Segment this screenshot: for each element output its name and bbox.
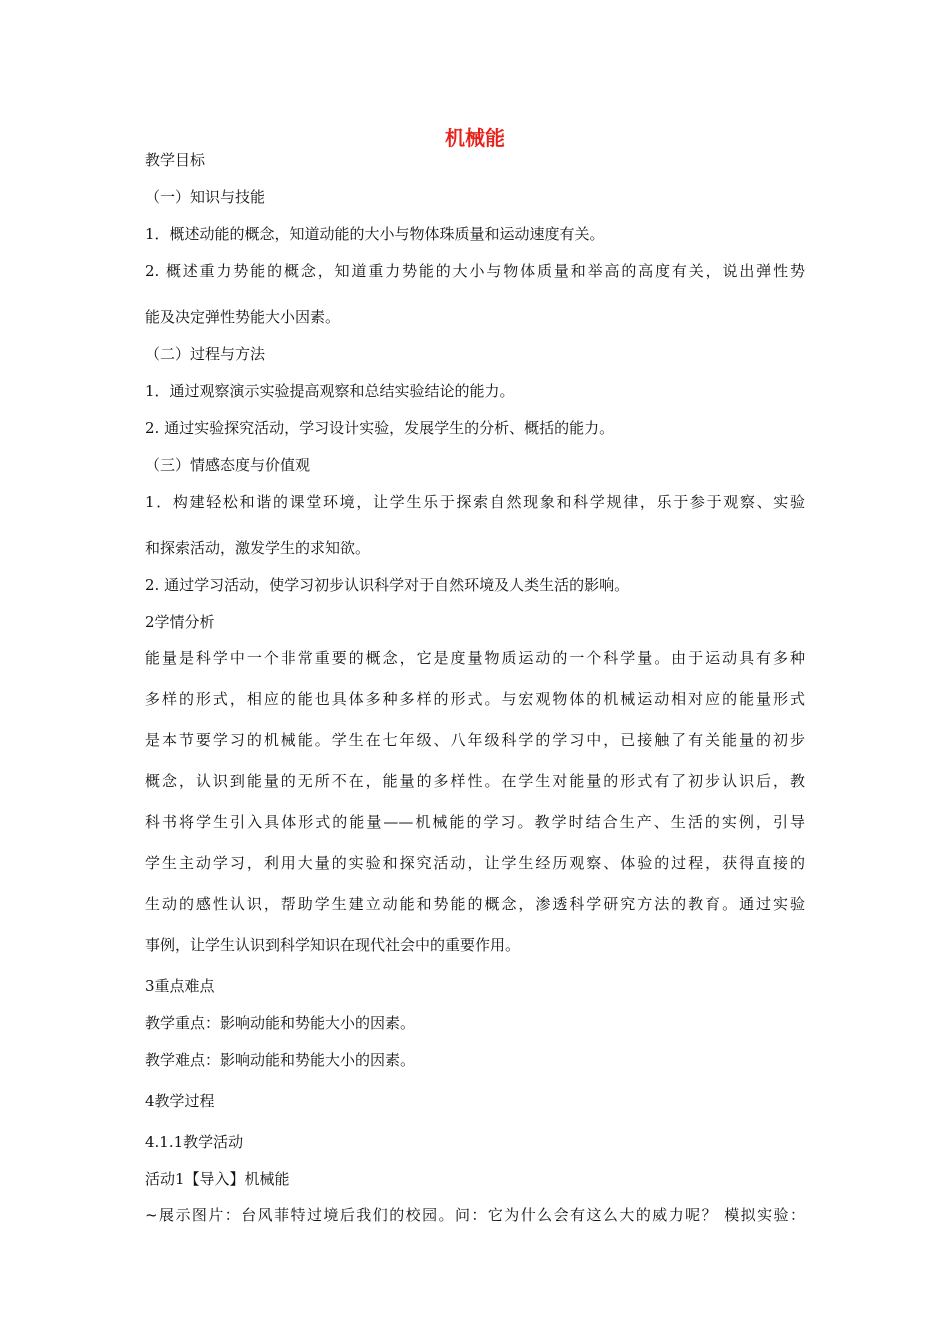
activity-section-heading: 4.1.1教学活动: [145, 1133, 244, 1151]
knowledge-skills-heading: （一）知识与技能: [145, 188, 266, 206]
attitude-values-heading: （三）情感态度与价值观: [145, 456, 311, 474]
attitude-item-1-line-2: 和探索活动，激发学生的求知欲。: [145, 539, 371, 557]
activity-1-heading: 活动1【导入】机械能: [145, 1170, 290, 1188]
process-method-heading: （二）过程与方法: [145, 345, 266, 363]
analysis-line: 科书将学生引入具体形式的能量——机械能的学习。教学时结合生产、生活的实例，引导: [145, 813, 805, 831]
keypoint-text: 教学重点：影响动能和势能大小的因素。: [145, 1014, 416, 1032]
analysis-line: 多样的形式，相应的能也具体多种多样的形式。与宏观物体的机械运动相对应的能量形式: [145, 690, 805, 708]
analysis-line: 能量是科学中一个非常重要的概念，它是度量物质运动的一个科学量。由于运动具有多种: [145, 649, 805, 667]
document-title: 机械能: [445, 126, 505, 150]
teaching-process-heading: 4教学过程: [145, 1092, 215, 1110]
analysis-line: 学生主动学习，利用大量的实验和探究活动，让学生经历观察、体验的过程，获得直接的: [145, 854, 805, 872]
analysis-line: 概念，认识到能量的无所不在，能量的多样性。在学生对能量的形式有了初步认识后，教: [145, 772, 805, 790]
attitude-item-2: 2. 通过学习活动，使学习初步认识科学对于自然环境及人类生活的影响。: [145, 576, 630, 594]
objectives-heading: 教学目标: [145, 151, 206, 169]
analysis-heading: 2学情分析: [145, 613, 215, 631]
knowledge-item-2-line-1: 2. 概述重力势能的概念，知道重力势能的大小与物体质量和举高的高度有关，说出弹性势: [145, 262, 805, 280]
keypoints-heading: 3重点难点: [145, 977, 215, 995]
attitude-item-1-line-1: 1．构建轻松和谐的课堂环境，让学生乐于探索自然现象和科学规律，乐于参于观察、实验: [145, 493, 805, 511]
analysis-line: 是本节要学习的机械能。学生在七年级、八年级科学的学习中，已接触了有关能量的初步: [145, 731, 805, 749]
analysis-line: 生动的感性认识，帮助学生建立动能和势能的概念，渗透科学研究方法的教育。通过实验: [145, 895, 805, 913]
knowledge-item-2-line-2: 能及决定弹性势能大小因素。: [145, 308, 341, 326]
difficulty-text: 教学难点：影响动能和势能大小的因素。: [145, 1051, 416, 1069]
analysis-line: 事例，让学生认识到科学知识在现代社会中的重要作用。: [145, 936, 521, 954]
activity-1-text: ~展示图片：台风菲特过境后我们的校园。问：它为什么会有这么大的威力呢？ 模拟实验：: [145, 1206, 805, 1224]
knowledge-item-1: 1．概述动能的概念，知道动能的大小与物体珠质量和运动速度有关。: [145, 225, 605, 243]
process-item-2: 2. 通过实验探究活动，学习设计实验，发展学生的分析、概括的能力。: [145, 419, 615, 437]
document-body: [145, 148, 815, 1227]
process-item-1: 1．通过观察演示实验提高观察和总结实验结论的能力。: [145, 382, 515, 400]
